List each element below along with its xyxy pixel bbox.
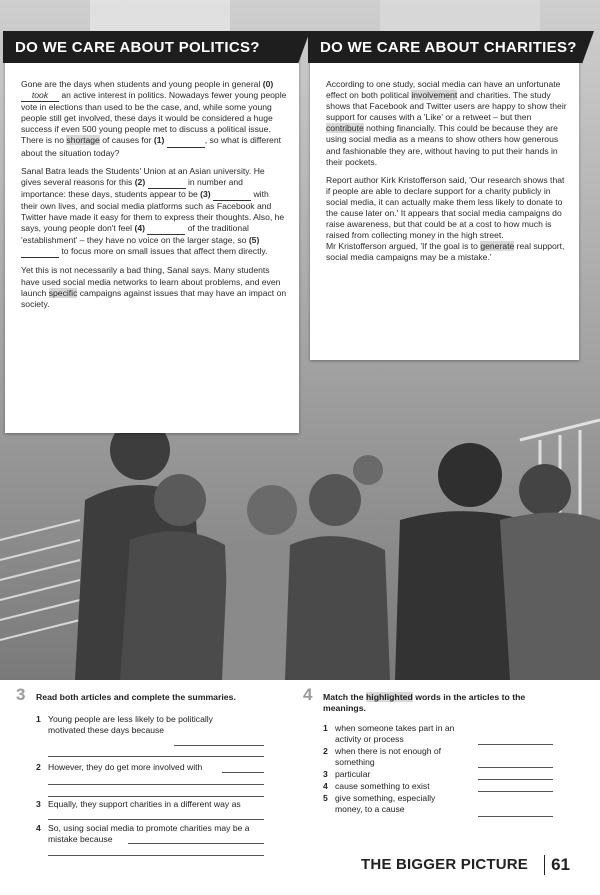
highlight-generate: generate [480, 241, 515, 252]
highlight-involvement: involvement [411, 90, 458, 101]
text: , so what is different about the situation today? [21, 135, 282, 158]
item-number: 4 [36, 823, 41, 833]
text: Sanal Batra leads the Students' Union at an Asian university. He gives several reasons for this [21, 165, 265, 187]
text: According to one study, social media can have an unfortunate effect on both political [326, 79, 561, 101]
gap-4[interactable] [147, 223, 185, 235]
text: an active interest in politics. Nowadays fewer young people vote in elections than used to be the case, and, while some young people still get involved, these days it would be considered a huge success if even 500 young people met to discuss a political issue. There is no [21, 90, 287, 146]
item-text: Equally, they support charities in a different way as [48, 799, 241, 809]
answer-line[interactable] [48, 796, 264, 797]
charities-paragraph-2: Report author Kirk Kristofferson said, 'Our research shows that if people are able to declare support for a charity publicly in social media, it can actually make them less likely to donate to the cause later on.' It appears that social media campaigns do raise awareness, but that could be at a cost to how much is raised from collecting money in the high street. [326, 174, 565, 241]
gap-number-1: (1) [153, 135, 165, 146]
politics-article-title: DO WE CARE ABOUT POLITICS? [3, 31, 298, 63]
section-title: THE BIGGER PICTURE [361, 856, 528, 873]
item-number: 4 [323, 781, 328, 791]
exercises-section [0, 680, 600, 895]
answer-line[interactable] [478, 779, 553, 780]
text: with their own lives, and social media platforms such as Facebook and Twitter have made it easy for them to express their thoughts. Also, he says, young people don't feel [21, 188, 285, 234]
charities-article [310, 37, 579, 360]
answer-line[interactable] [174, 745, 264, 746]
text: to focus more on small issues that affect them directly. [59, 246, 268, 257]
task-3-title: Read both articles and complete the summaries. [36, 692, 236, 702]
task-4-number: 4 [303, 685, 313, 704]
text: campaigns against issues that may have an impact on society. [21, 287, 287, 309]
politics-paragraph-2 [21, 166, 287, 259]
gap-0-example: took [21, 90, 59, 102]
answer-line[interactable] [478, 767, 553, 768]
text: and charities. The study shows that Facebook and Twitter users are happy to show their support for causes with a 'Like' or a retweet – but then [326, 90, 567, 123]
answer-line[interactable] [478, 744, 553, 745]
charities-article-body [326, 79, 567, 271]
answer-line[interactable] [48, 784, 264, 785]
text: in number and importance: these days, students appear to be [21, 176, 243, 199]
highlight-word: highlighted [365, 692, 413, 702]
item-text: However, they do get more involved with [48, 762, 203, 772]
task-3 [16, 685, 271, 857]
gap-number-5: (5) [248, 235, 260, 246]
gap-5[interactable] [21, 246, 59, 258]
item-text: give something, especially money, to a cause [335, 793, 436, 814]
charities-paragraph-3 [326, 241, 567, 263]
item-number: 2 [36, 762, 41, 772]
gap-number-4: (4) [134, 223, 145, 234]
item-text: So, using social media to promote charities may be a mistake because [48, 823, 250, 844]
answer-line[interactable] [48, 756, 264, 757]
answer-line[interactable] [128, 843, 264, 844]
item-number: 3 [36, 799, 41, 809]
item-text: when there is not enough of something [335, 746, 442, 767]
gap-number-3: (3) [200, 188, 211, 199]
item-number: 5 [323, 793, 328, 803]
politics-article [5, 37, 299, 433]
text: real support, social media campaigns may be a mistake.' [326, 241, 565, 263]
answer-line[interactable] [48, 855, 264, 856]
item-number: 3 [323, 769, 328, 779]
text: Mr Kristofferson argued, 'If the goal is to [326, 241, 481, 252]
item-text: Young people are less likely to be politically motivated these days because [48, 714, 213, 735]
item-number: 2 [323, 746, 328, 756]
politics-article-body [21, 79, 287, 317]
text: Yet this is not necessarily a bad thing, Sanal says. Many students have used social media networks to learn about problems, and even launch [21, 265, 281, 298]
text: Match the [323, 692, 366, 702]
politics-paragraph-1 [21, 79, 287, 159]
answer-line[interactable] [222, 772, 264, 773]
text: nothing financially. This could be because they are using social media as a means to show others how generous and fashionable they are, without having to put their hands in their pockets. [326, 123, 559, 167]
text: Gone are the days when students and young people in general [21, 79, 263, 89]
highlight-contribute: contribute [326, 123, 364, 134]
item-text: particular [335, 769, 371, 779]
item-number: 1 [323, 723, 328, 733]
text: of the traditional 'establishment' – they have no voice on the larger stage, so [21, 223, 249, 246]
gap-1[interactable] [167, 135, 205, 147]
text: words in the articles to the meanings. [323, 692, 526, 713]
task-4 [303, 685, 573, 842]
item-text: when someone takes part in an activity or process [335, 723, 455, 744]
text: of causes for [99, 135, 154, 146]
item-number: 1 [36, 714, 41, 724]
task-4-title [323, 692, 553, 713]
gap-2[interactable] [148, 177, 186, 189]
highlight-specific: specific [48, 287, 78, 298]
item-text: cause something to exist [335, 781, 430, 791]
gap-number-2: (2) [134, 176, 146, 187]
task-3-number: 3 [16, 685, 26, 704]
answer-line[interactable] [478, 816, 553, 817]
gap-3[interactable] [213, 189, 251, 201]
charities-article-title: DO WE CARE ABOUT CHARITIES? [308, 31, 582, 63]
gap-number-0: (0) [262, 79, 274, 89]
answer-line[interactable] [48, 819, 264, 820]
charities-paragraph-1 [326, 79, 567, 168]
highlight-shortage: shortage [66, 135, 100, 146]
page-number: 61 [544, 855, 570, 875]
answer-line[interactable] [478, 791, 553, 792]
politics-paragraph-3 [21, 265, 287, 309]
